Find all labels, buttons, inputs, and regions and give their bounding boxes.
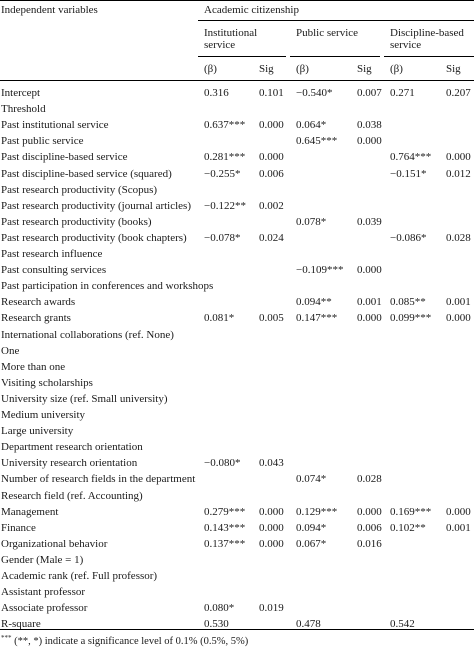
cell-sig-institutional: 0.000: [259, 537, 284, 550]
row-label: Large university: [1, 425, 74, 438]
footnote-text: (**, *) indicate a significance level of 0.1% (0.5%, 5%): [11, 636, 249, 647]
footnote: [1, 634, 248, 647]
row-label: Research awards: [1, 296, 76, 309]
cell-beta-institutional: 0.316: [204, 87, 229, 99]
cell-sig-public: 0.039: [357, 215, 382, 228]
header-bottom-rule: [0, 80, 474, 81]
cell-beta-institutional: 0.137***: [204, 537, 246, 550]
row-label: Past institutional service: [1, 119, 109, 132]
row-label: One: [1, 344, 20, 357]
cell-beta-public: 0.074*: [296, 473, 327, 486]
row-label: Academic rank (ref. Full professor): [1, 570, 158, 582]
header-discipline-line1: Discipline-based: [390, 27, 464, 39]
cell-beta-public: 0.129***: [296, 505, 338, 518]
cell-beta-public: 0.064*: [296, 119, 327, 132]
subgroup-rule-discipline: [384, 56, 474, 57]
cell-sig-institutional: 0.019: [259, 602, 284, 615]
cell-sig-institutional: 0.002: [259, 199, 284, 212]
cell-beta-discipline: 0.542: [390, 618, 415, 631]
cell-sig-discipline: 0.207: [446, 87, 471, 99]
top-rule: [0, 0, 474, 1]
cell-sig-institutional: 0.006: [259, 167, 284, 180]
cell-beta-public: 0.645***: [296, 135, 338, 148]
row-label: Past participation in conferences and workshops: [1, 280, 214, 293]
header-discipline-line2: service: [390, 39, 422, 51]
cell-beta-public: 0.147***: [296, 312, 338, 325]
footnote-marker: ***: [1, 634, 12, 642]
row-label: Visiting scholarships: [1, 376, 93, 389]
cell-beta-institutional: 0.281***: [204, 151, 246, 164]
cell-sig-public: 0.038: [357, 119, 382, 132]
cell-sig-institutional: 0.043: [259, 457, 284, 470]
cell-sig-institutional: 0.101: [259, 87, 284, 99]
cell-sig-discipline: 0.001: [446, 296, 471, 309]
cell-beta-public: 0.094*: [296, 521, 327, 534]
cell-sig-public: 0.000: [357, 264, 382, 277]
cell-beta-public: 0.078*: [296, 215, 327, 228]
cell-sig-public: 0.006: [357, 521, 382, 534]
cell-sig-institutional: 0.000: [259, 119, 284, 132]
subgroup-rule-institutional: [198, 56, 286, 57]
cell-sig-discipline: 0.012: [446, 167, 471, 180]
row-label: Gender (Male = 1): [1, 553, 84, 566]
row-label: Past research productivity (Scopus): [1, 183, 158, 196]
row-label: Past research influence: [1, 248, 103, 260]
cell-beta-discipline: 0.085**: [390, 296, 426, 309]
cell-sig-public: 0.016: [357, 537, 382, 550]
cell-beta-institutional: 0.530: [204, 618, 229, 631]
row-label: University size (ref. Small university): [1, 392, 168, 405]
row-label: Past discipline-based service (squared): [1, 167, 172, 180]
cell-sig-discipline: 0.000: [446, 151, 471, 164]
cell-beta-discipline: 0.271: [390, 87, 415, 99]
cell-sig-discipline: 0.000: [446, 312, 471, 325]
cell-beta-institutional: 0.081*: [204, 312, 235, 325]
header-beta-3: (β): [390, 63, 403, 75]
cell-beta-public: 0.478: [296, 618, 321, 631]
cell-beta-public: −0.540*: [296, 87, 333, 99]
row-label: Number of research fields in the department: [1, 473, 196, 486]
row-label: International collaborations (ref. None): [1, 328, 174, 341]
cell-beta-institutional: 0.143***: [204, 521, 246, 534]
cell-sig-institutional: 0.000: [259, 505, 284, 518]
cell-beta-public: −0.109***: [296, 264, 344, 277]
row-label: Research field (ref. Accounting): [1, 489, 143, 502]
header-institutional-line2: service: [204, 39, 236, 51]
row-label: Past consulting services: [1, 264, 107, 277]
cell-beta-institutional: 0.279***: [204, 505, 246, 518]
bottom-rule: [0, 629, 474, 630]
cell-beta-discipline: 0.102**: [390, 521, 426, 534]
header-sig-3: Sig: [446, 63, 461, 75]
table-row: [0, 615, 474, 633]
row-label: Past research productivity (books): [1, 215, 152, 228]
cell-sig-institutional: 0.000: [259, 521, 284, 534]
row-label: Associate professor: [1, 602, 88, 615]
cell-sig-public: 0.000: [357, 135, 382, 148]
cell-beta-discipline: 0.099***: [390, 312, 432, 325]
cell-sig-institutional: 0.005: [259, 312, 284, 325]
cell-beta-discipline: 0.169***: [390, 505, 432, 518]
row-label: University research orientation: [1, 457, 138, 470]
cell-beta-public: 0.067*: [296, 537, 327, 550]
row-label: Past public service: [1, 135, 84, 148]
header-sig-2: Sig: [357, 63, 372, 75]
cell-beta-discipline: −0.086*: [390, 231, 427, 244]
cell-beta-public: 0.094**: [296, 296, 332, 309]
row-label: Past discipline-based service: [1, 151, 128, 164]
cell-sig-institutional: 0.024: [259, 231, 284, 244]
cell-beta-institutional: −0.255*: [204, 167, 241, 180]
cell-beta-institutional: 0.080*: [204, 602, 235, 615]
cell-sig-discipline: 0.028: [446, 231, 471, 244]
header-institutional-line1: Institutional: [204, 27, 258, 39]
cell-sig-public: 0.007: [357, 87, 382, 99]
row-label: Past research productivity (book chapters): [1, 231, 187, 244]
row-label: Threshold: [1, 103, 46, 116]
cell-sig-public: 0.000: [357, 505, 382, 518]
cell-beta-discipline: 0.764***: [390, 151, 432, 164]
row-label: Past research productivity (journal articles): [1, 199, 191, 212]
row-label: Medium university: [1, 409, 86, 421]
cell-sig-discipline: 0.000: [446, 505, 471, 518]
cell-sig-discipline: 0.001: [446, 521, 471, 534]
header-beta-2: (β): [296, 63, 309, 75]
row-label: Finance: [1, 521, 36, 534]
header-sig-1: Sig: [259, 63, 274, 75]
group-rule: [198, 20, 474, 21]
cell-beta-institutional: −0.078*: [204, 231, 241, 244]
header-public-service: Public service: [296, 27, 359, 39]
cell-beta-institutional: −0.080*: [204, 457, 241, 470]
header-beta-1: (β): [204, 63, 217, 75]
cell-beta-discipline: −0.151*: [390, 167, 427, 180]
header-independent-variables: Independent variables: [1, 4, 98, 16]
cell-beta-institutional: −0.122**: [204, 199, 246, 212]
row-label: Organizational behavior: [1, 537, 108, 550]
cell-beta-institutional: 0.637***: [204, 119, 246, 132]
header-academic-citizenship: Academic citizenship: [204, 4, 299, 16]
cell-sig-institutional: 0.000: [259, 151, 284, 164]
row-label: Assistant professor: [1, 586, 86, 599]
row-label: Department research orientation: [1, 441, 143, 454]
row-label: Management: [1, 505, 59, 518]
cell-sig-public: 0.028: [357, 473, 382, 486]
subgroup-rule-public: [290, 56, 380, 57]
row-label: More than one: [1, 360, 66, 373]
row-label: Intercept: [1, 87, 41, 99]
cell-sig-public: 0.000: [357, 312, 382, 325]
cell-sig-public: 0.001: [357, 296, 382, 309]
row-label: Research grants: [1, 312, 71, 325]
row-label: R-square: [1, 618, 41, 631]
